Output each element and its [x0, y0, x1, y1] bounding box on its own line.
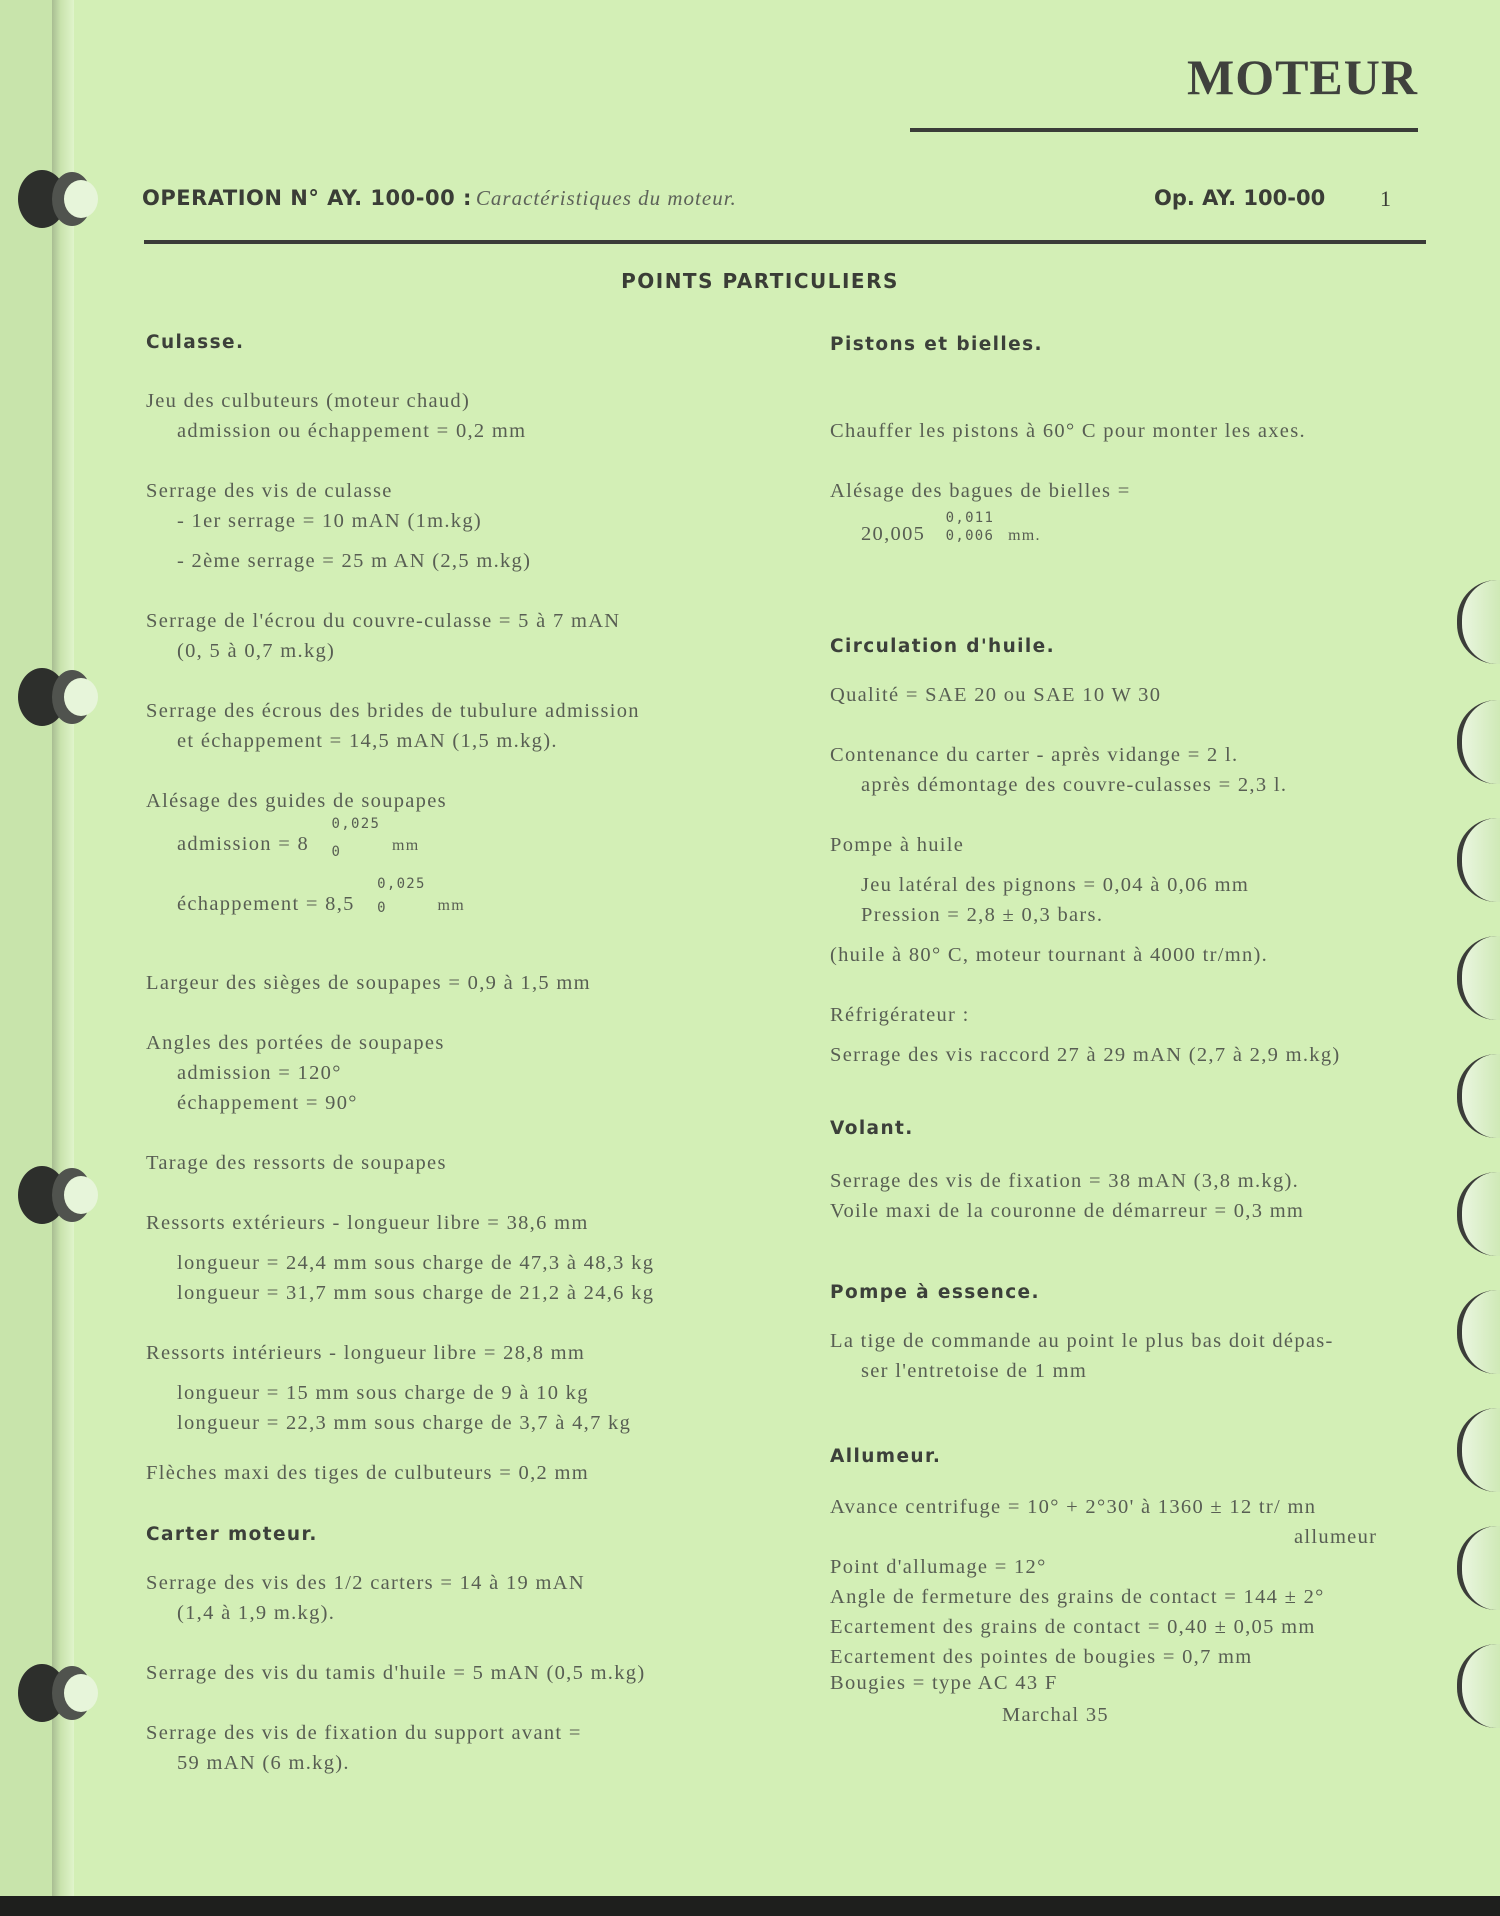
- text-line: Alésage des guides de soupapes: [146, 790, 447, 812]
- index-tab: [1457, 1644, 1500, 1728]
- text-line: (huile à 80° C, moteur tournant à 4000 tr/mn).: [830, 944, 1269, 966]
- heading-pistons: Pistons et bielles.: [830, 334, 1043, 355]
- operation-description: Caractéristiques du moteur.: [475, 186, 737, 210]
- text-line: Marchal 35: [1002, 1704, 1109, 1726]
- tolerance-upper: 0,011: [945, 510, 995, 526]
- tolerance: [932, 510, 1002, 544]
- text-line: Chauffer les pistons à 60° C pour monter les axes.: [830, 420, 1306, 442]
- index-tab: [1457, 936, 1500, 1020]
- tolerance: [361, 876, 431, 916]
- unit: mm.: [1008, 527, 1041, 544]
- index-tab: [1457, 1408, 1500, 1492]
- text-line: Serrage des vis du tamis d'huile = 5 mAN (0,5 m.kg): [146, 1662, 646, 1684]
- text-line: Bougies = type AC 43 F: [830, 1672, 1058, 1694]
- text-line: Angle de fermeture des grains de contact = 144 ± 2°: [830, 1586, 1325, 1608]
- text-line: longueur = 22,3 mm sous charge de 3,7 à 4,7 kg: [177, 1412, 632, 1434]
- binder-hole: [18, 1166, 82, 1226]
- heading-culasse: Culasse.: [146, 332, 245, 353]
- operation-reference: Op. AY. 100-00: [1154, 186, 1326, 210]
- text-line: longueur = 15 mm sous charge de 9 à 10 kg: [177, 1382, 589, 1404]
- text-line: - 2ème serrage = 25 m AN (2,5 m.kg): [177, 550, 532, 572]
- bottom-shadow: [0, 1896, 1500, 1916]
- text-line: allumeur: [1294, 1526, 1378, 1548]
- text-line: (0, 5 à 0,7 m.kg): [177, 640, 336, 662]
- text-line: ser l'entretoise de 1 mm: [861, 1360, 1088, 1382]
- text-line: Ecartement des pointes de bougies = 0,7 mm: [830, 1646, 1253, 1668]
- tolerance-lower: 0,006: [945, 528, 995, 544]
- tolerance-row-echappement: [146, 876, 466, 916]
- text-line: Ressorts extérieurs - longueur libre = 38,6 mm: [146, 1212, 589, 1234]
- text-line: Jeu des culbuteurs (moteur chaud): [146, 390, 471, 412]
- text-line: Alésage des bagues de bielles =: [830, 480, 1131, 502]
- tolerance: [316, 816, 386, 860]
- binder-hole: [18, 1664, 82, 1724]
- index-tab: [1457, 580, 1500, 664]
- index-tab: [1457, 1054, 1500, 1138]
- binder-hole: [18, 668, 82, 728]
- tolerance-lower: 0: [377, 900, 387, 916]
- text-line: Pression = 2,8 ± 0,3 bars.: [861, 904, 1104, 926]
- tolerance-row-bielles: [830, 510, 1041, 546]
- text-line: Serrage des vis raccord 27 à 29 mAN (2,7 à 2,9 m.kg): [830, 1044, 1341, 1066]
- text-line: La tige de commande au point le plus bas doit dépas-: [830, 1330, 1334, 1352]
- text-line: Jeu latéral des pignons = 0,04 à 0,06 mm: [861, 874, 1250, 896]
- unit: mm: [437, 897, 466, 914]
- text-line: après démontage des couvre-culasses = 2,3 l.: [861, 774, 1288, 796]
- tolerance-row-admission: [146, 816, 420, 860]
- text-line: et échappement = 14,5 mAN (1,5 m.kg).: [177, 730, 558, 752]
- text-line: Ecartement des grains de contact = 0,40 ± 0,05 mm: [830, 1616, 1316, 1638]
- text-line: Serrage des vis de culasse: [146, 480, 393, 502]
- text-line: Contenance du carter - après vidange = 2 l.: [830, 744, 1239, 766]
- text-line: Réfrigérateur :: [830, 1004, 970, 1026]
- operation-label: OPERATION N° AY. 100-00 :: [142, 186, 472, 210]
- text-line: Voile maxi de la couronne de démarreur = 0,3 mm: [830, 1200, 1305, 1222]
- text-line: Pompe à huile: [830, 834, 965, 856]
- index-tab: [1457, 1172, 1500, 1256]
- text-line: échappement = 90°: [177, 1092, 358, 1114]
- title-rule: [910, 128, 1418, 132]
- text-line: longueur = 31,7 mm sous charge de 21,2 à 24,6 kg: [177, 1282, 655, 1304]
- text-line: Ressorts intérieurs - longueur libre = 28,8 mm: [146, 1342, 586, 1364]
- operation-header: [142, 186, 1422, 218]
- text-line: longueur = 24,4 mm sous charge de 47,3 à 48,3 kg: [177, 1252, 655, 1274]
- text-line: Angles des portées de soupapes: [146, 1032, 445, 1054]
- heading-huile: Circulation d'huile.: [830, 636, 1056, 657]
- heading-allumeur: Allumeur.: [830, 1446, 942, 1467]
- text-line: Serrage de l'écrou du couvre-culasse = 5 à 7 mAN: [146, 610, 621, 632]
- index-tab: [1457, 700, 1500, 784]
- tolerance-lower: 0: [331, 844, 342, 860]
- text-line: (1,4 à 1,9 m.kg).: [177, 1602, 336, 1624]
- index-tab: [1457, 818, 1500, 902]
- index-tab: [1457, 1290, 1500, 1374]
- text-line: admission = 8: [177, 833, 310, 855]
- binder-hole: [18, 170, 82, 230]
- heading-volant: Volant.: [830, 1118, 914, 1139]
- index-tab: [1457, 1526, 1500, 1610]
- text-line: Largeur des sièges de soupapes = 0,9 à 1,5 mm: [146, 972, 591, 994]
- text-line: Tarage des ressorts de soupapes: [146, 1152, 447, 1174]
- text-line: Serrage des vis de fixation = 38 mAN (3,8 m.kg).: [830, 1170, 1300, 1192]
- text-line: Avance centrifuge = 10° + 2°30' à 1360 ± 12 tr/ mn: [830, 1496, 1317, 1518]
- text-line: admission ou échappement = 0,2 mm: [177, 420, 527, 442]
- text-line: Flèches maxi des tiges de culbuteurs = 0,2 mm: [146, 1462, 589, 1484]
- header-rule: [144, 240, 1426, 244]
- text-line: admission = 120°: [177, 1062, 342, 1084]
- text-line: 20,005: [861, 523, 926, 545]
- text-line: - 1er serrage = 10 mAN (1m.kg): [177, 510, 483, 532]
- text-line: Serrage des vis de fixation du support avant =: [146, 1722, 582, 1744]
- text-line: Qualité = SAE 20 ou SAE 10 W 30: [830, 684, 1162, 706]
- text-line: Point d'allumage = 12°: [830, 1556, 1047, 1578]
- tolerance-upper: 0,025: [377, 876, 426, 892]
- page-number: 1: [1380, 186, 1391, 211]
- heading-carter: Carter moteur.: [146, 1524, 318, 1545]
- text-line: échappement = 8,5: [177, 893, 355, 915]
- tolerance-upper: 0,025: [331, 816, 381, 832]
- text-line: Serrage des écrous des brides de tubulure admission: [146, 700, 640, 722]
- unit: mm: [391, 837, 420, 854]
- section-title: POINTS PARTICULIERS: [621, 269, 899, 293]
- text-line: Serrage des vis des 1/2 carters = 14 à 19 mAN: [146, 1572, 585, 1594]
- heading-essence: Pompe à essence.: [830, 1282, 1040, 1303]
- text-line: 59 mAN (6 m.kg).: [177, 1752, 350, 1774]
- page-title: MOTEUR: [1187, 49, 1418, 105]
